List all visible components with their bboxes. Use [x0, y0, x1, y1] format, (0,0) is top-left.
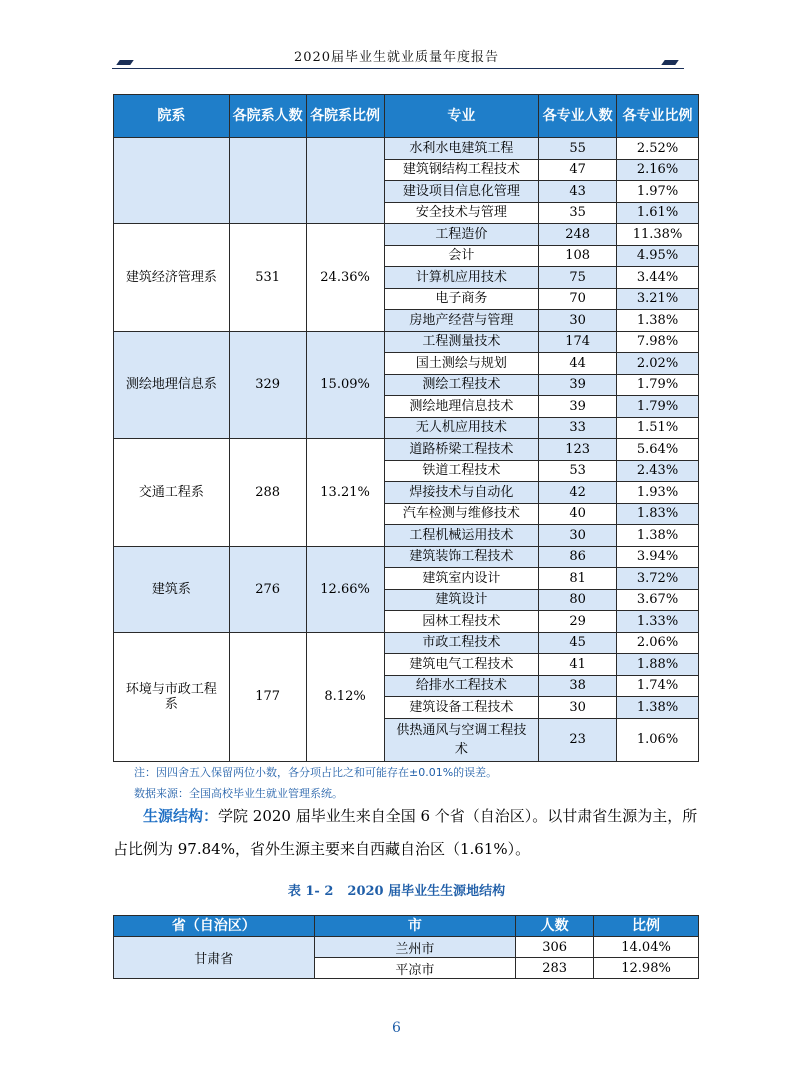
col-header-city: 市 [314, 916, 516, 937]
major-count-cell: 248 [539, 224, 617, 246]
major-ratio-cell: 4.95% [617, 245, 699, 267]
major-count-cell: 41 [539, 654, 617, 676]
major-ratio-cell: 3.94% [617, 546, 699, 568]
col-header-major-count: 各专业人数 [539, 95, 617, 138]
header-rule [112, 68, 684, 69]
department-cell: 交通工程系 [114, 439, 230, 547]
major-cell: 建筑电气工程技术 [384, 654, 539, 676]
count-cell: 283 [516, 958, 594, 979]
major-cell: 工程造价 [384, 224, 539, 246]
department-cell [114, 138, 230, 224]
department-cell: 建筑系 [114, 546, 230, 632]
major-count-cell: 86 [539, 546, 617, 568]
major-ratio-cell: 3.72% [617, 568, 699, 590]
dept-count-cell: 288 [229, 439, 306, 547]
table2-caption-number: 表 1- 2 [287, 884, 334, 899]
dept-count-cell: 531 [229, 224, 306, 332]
major-cell: 会计 [384, 245, 539, 267]
major-cell: 建筑设计 [384, 589, 539, 611]
col-header-ratio: 比例 [594, 916, 699, 937]
major-cell: 计算机应用技术 [384, 267, 539, 289]
count-cell: 306 [516, 937, 594, 958]
major-ratio-cell: 5.64% [617, 439, 699, 461]
dept-ratio-cell: 8.12% [306, 632, 384, 761]
major-cell: 测绘工程技术 [384, 374, 539, 396]
major-ratio-cell: 1.06% [617, 718, 699, 761]
major-cell: 电子商务 [384, 288, 539, 310]
col-header-dept-ratio: 各院系比例 [306, 95, 384, 138]
major-count-cell: 33 [539, 417, 617, 439]
major-count-cell: 174 [539, 331, 617, 353]
major-ratio-cell: 1.38% [617, 697, 699, 719]
major-count-cell: 30 [539, 697, 617, 719]
major-ratio-cell: 2.06% [617, 632, 699, 654]
major-count-cell: 23 [539, 718, 617, 761]
major-cell: 园林工程技术 [384, 611, 539, 633]
major-ratio-cell: 2.43% [617, 460, 699, 482]
dept-ratio-cell: 13.21% [306, 439, 384, 547]
major-count-cell: 45 [539, 632, 617, 654]
department-cell: 环境与市政工程系 [114, 632, 230, 761]
major-ratio-cell: 1.83% [617, 503, 699, 525]
major-cell: 焊接技术与自动化 [384, 482, 539, 504]
major-ratio-cell: 1.38% [617, 310, 699, 332]
major-ratio-cell: 7.98% [617, 331, 699, 353]
table2-caption [0, 880, 793, 899]
major-ratio-cell: 1.93% [617, 482, 699, 504]
province-cell: 甘肃省 [114, 937, 315, 979]
major-cell: 国土测绘与规划 [384, 353, 539, 375]
major-count-cell: 123 [539, 439, 617, 461]
major-count-cell: 29 [539, 611, 617, 633]
table-row [114, 224, 699, 246]
major-cell: 建筑室内设计 [384, 568, 539, 590]
major-count-cell: 81 [539, 568, 617, 590]
major-ratio-cell: 1.79% [617, 396, 699, 418]
col-header-major-ratio: 各专业比例 [617, 95, 699, 138]
major-count-cell: 108 [539, 245, 617, 267]
paragraph-lead: 生源结构： [143, 807, 219, 825]
table-header-row [114, 95, 699, 138]
major-cell: 测绘地理信息技术 [384, 396, 539, 418]
major-cell: 铁道工程技术 [384, 460, 539, 482]
major-cell: 建筑设备工程技术 [384, 697, 539, 719]
major-cell: 工程机械运用技术 [384, 525, 539, 547]
major-count-cell: 75 [539, 267, 617, 289]
major-cell: 道路桥梁工程技术 [384, 439, 539, 461]
major-ratio-cell: 1.97% [617, 181, 699, 203]
major-cell: 房地产经营与管理 [384, 310, 539, 332]
ratio-cell: 14.04% [594, 937, 699, 958]
paragraph-text: 学院 2020 届毕业生来自全国 6 个省（自治区）。以甘肃省生源为主，所占比例为 97.84%，省外生源主要来自西藏自治区（1.61%）。 [113, 807, 698, 858]
major-ratio-cell: 1.79% [617, 374, 699, 396]
dept-ratio-cell: 15.09% [306, 331, 384, 439]
dept-ratio-cell: 24.36% [306, 224, 384, 332]
major-count-cell: 53 [539, 460, 617, 482]
major-cell: 市政工程技术 [384, 632, 539, 654]
ratio-cell: 12.98% [594, 958, 699, 979]
major-count-cell: 39 [539, 396, 617, 418]
table-row [114, 138, 699, 160]
col-header-department: 院系 [114, 95, 230, 138]
major-count-cell: 40 [539, 503, 617, 525]
major-count-cell: 35 [539, 202, 617, 224]
major-count-cell: 43 [539, 181, 617, 203]
major-cell: 建设项目信息化管理 [384, 181, 539, 203]
major-count-cell: 30 [539, 310, 617, 332]
table2-caption-title: 2020 届毕业生生源地结构 [347, 884, 506, 899]
major-count-cell: 30 [539, 525, 617, 547]
dept-ratio-cell: 12.66% [306, 546, 384, 632]
major-cell: 建筑钢结构工程技术 [384, 159, 539, 181]
major-cell: 汽车检测与维修技术 [384, 503, 539, 525]
major-ratio-cell: 1.74% [617, 675, 699, 697]
city-cell: 兰州市 [314, 937, 516, 958]
col-header-count: 人数 [516, 916, 594, 937]
major-cell: 给排水工程技术 [384, 675, 539, 697]
city-cell: 平凉市 [314, 958, 516, 979]
col-header-dept-count: 各院系人数 [229, 95, 306, 138]
major-ratio-cell: 3.21% [617, 288, 699, 310]
major-count-cell: 80 [539, 589, 617, 611]
major-ratio-cell: 2.16% [617, 159, 699, 181]
department-cell: 建筑经济管理系 [114, 224, 230, 332]
origin-structure-table [113, 915, 699, 979]
rounding-note: 注：因四舍五入保留两位小数，各分项占比之和可能存在±0.01%的误差。 [134, 766, 498, 779]
major-count-cell: 38 [539, 675, 617, 697]
major-count-cell: 42 [539, 482, 617, 504]
col-header-major: 专业 [384, 95, 539, 138]
major-count-cell: 44 [539, 353, 617, 375]
dept-count-cell: 329 [229, 331, 306, 439]
major-cell: 水利水电建筑工程 [384, 138, 539, 160]
major-cell: 无人机应用技术 [384, 417, 539, 439]
table-row [114, 937, 699, 958]
major-ratio-cell: 1.61% [617, 202, 699, 224]
table-row [114, 632, 699, 654]
department-major-table [113, 94, 699, 762]
major-ratio-cell: 3.44% [617, 267, 699, 289]
table-row [114, 439, 699, 461]
major-cell: 建筑装饰工程技术 [384, 546, 539, 568]
dept-ratio-cell [306, 138, 384, 224]
dept-count-cell: 177 [229, 632, 306, 761]
department-cell: 测绘地理信息系 [114, 331, 230, 439]
report-header-title: 2020届毕业生就业质量年度报告 [293, 50, 500, 65]
major-cell: 供热通风与空调工程技术 [384, 718, 539, 761]
major-ratio-cell: 2.52% [617, 138, 699, 160]
major-ratio-cell: 1.51% [617, 417, 699, 439]
major-ratio-cell: 1.88% [617, 654, 699, 676]
table-row [114, 331, 699, 353]
major-count-cell: 70 [539, 288, 617, 310]
col-header-province: 省（自治区） [114, 916, 315, 937]
table-row [114, 546, 699, 568]
source-structure-paragraph [113, 800, 703, 866]
major-ratio-cell: 2.02% [617, 353, 699, 375]
major-ratio-cell: 3.67% [617, 589, 699, 611]
table2-header-row [114, 916, 699, 937]
major-count-cell: 55 [539, 138, 617, 160]
dept-count-cell: 276 [229, 546, 306, 632]
dept-count-cell [229, 138, 306, 224]
major-cell: 安全技术与管理 [384, 202, 539, 224]
major-ratio-cell: 1.38% [617, 525, 699, 547]
major-count-cell: 47 [539, 159, 617, 181]
major-ratio-cell: 1.33% [617, 611, 699, 633]
major-ratio-cell: 11.38% [617, 224, 699, 246]
major-cell: 工程测量技术 [384, 331, 539, 353]
data-source-note: 数据来源：全国高校毕业生就业管理系统。 [134, 787, 343, 800]
major-count-cell: 39 [539, 374, 617, 396]
page-number: 6 [392, 1020, 401, 1036]
